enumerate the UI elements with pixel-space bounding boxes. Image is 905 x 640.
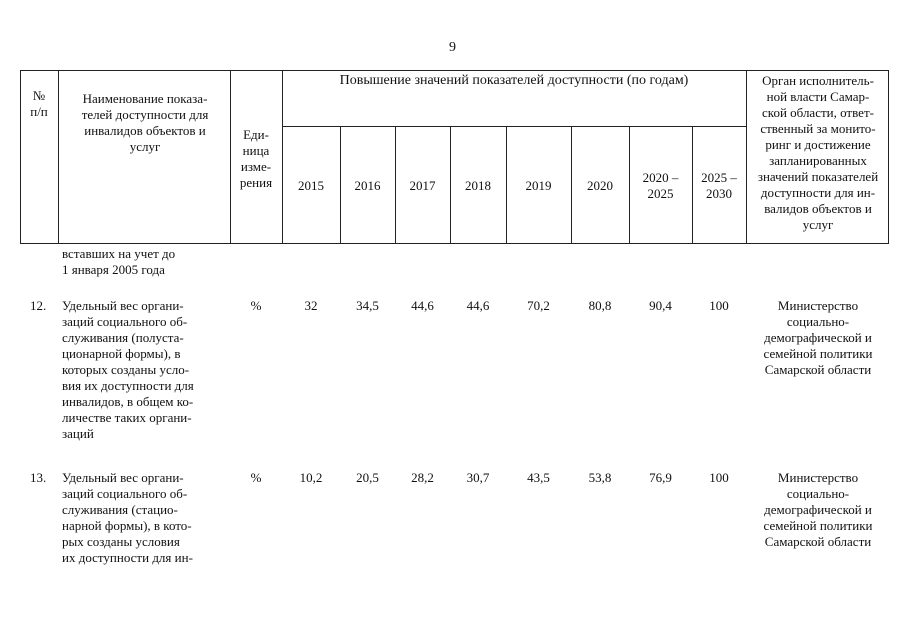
row-value: 10,2 [299,470,323,485]
row-value: 100 [709,470,729,485]
continuation-text: вставших на учет до 1 января 2005 года [62,246,176,277]
row-indicator-name: Удельный вес органи- заций социального об- служивания (полуста- ционарной формы), в которых созданы усло- вия их доступности для инвалидов, в общем ко- личестве таких органи- заций [62,298,194,441]
row-value: 80,8 [588,298,612,313]
page-number: 9 [449,40,456,55]
header-year: 2019 [525,178,552,193]
header-year: 2015 [298,178,324,193]
row-value: 70,2 [527,298,550,313]
table-top-border [20,70,888,71]
row-value: 43,5 [527,470,550,485]
header-number: № п/п [30,88,48,119]
header-year: 2018 [465,178,491,193]
row-value: 32 [304,298,318,313]
header-year: 2025 – 2030 [701,170,737,201]
row-value: 28,2 [411,470,434,485]
header-year: 2017 [409,178,436,193]
row-indicator-name: Удельный вес органи- заций социального об- служивания (стацио- нарной формы), в кото- рых созданы условия их доступности для ин- [62,470,193,565]
row-value: 34,5 [356,298,379,313]
row-value: 76,9 [649,470,672,485]
header-years-group: Повышение значений показателей доступности (по годам) [339,73,689,88]
row-value: 30,7 [466,470,490,485]
header-year: 2020 [587,178,613,193]
col-border [888,70,889,244]
table-header-bottom-border [20,243,888,244]
col-border [282,70,283,244]
col-border [746,70,747,244]
row-responsible-body: Министерство социально- демографической и семейной политики Самарской области [763,470,873,549]
years-subheader-border [282,126,746,127]
row-value: 44,6 [411,298,434,313]
col-border [58,70,59,244]
row-value: 90,4 [649,298,672,313]
header-responsible-body: Орган исполнитель- ной власти Самар- ской области, ответ- ственный за монито- ринг и достижение запланированных значений показателей доступности для ин- валидов объектов и услуг [757,73,879,232]
header-year: 2016 [354,178,381,193]
row-value: 44,6 [466,298,490,313]
header-indicator-name: Наименование показа- телей доступности для инвалидов объектов и услуг [81,91,209,154]
header-year: 2020 – 2025 [642,170,679,201]
row-responsible-body: Министерство социально- демографической и семейной политики Самарской области [763,298,873,377]
row-value: 20,5 [356,470,379,485]
row-number: 13. [30,470,47,485]
row-unit: % [250,298,262,313]
row-value: 53,8 [588,470,612,485]
row-unit: % [250,470,262,485]
row-number: 12. [30,298,47,313]
row-value: 100 [709,298,729,313]
header-unit: Еди- ница изме- рения [239,127,273,190]
